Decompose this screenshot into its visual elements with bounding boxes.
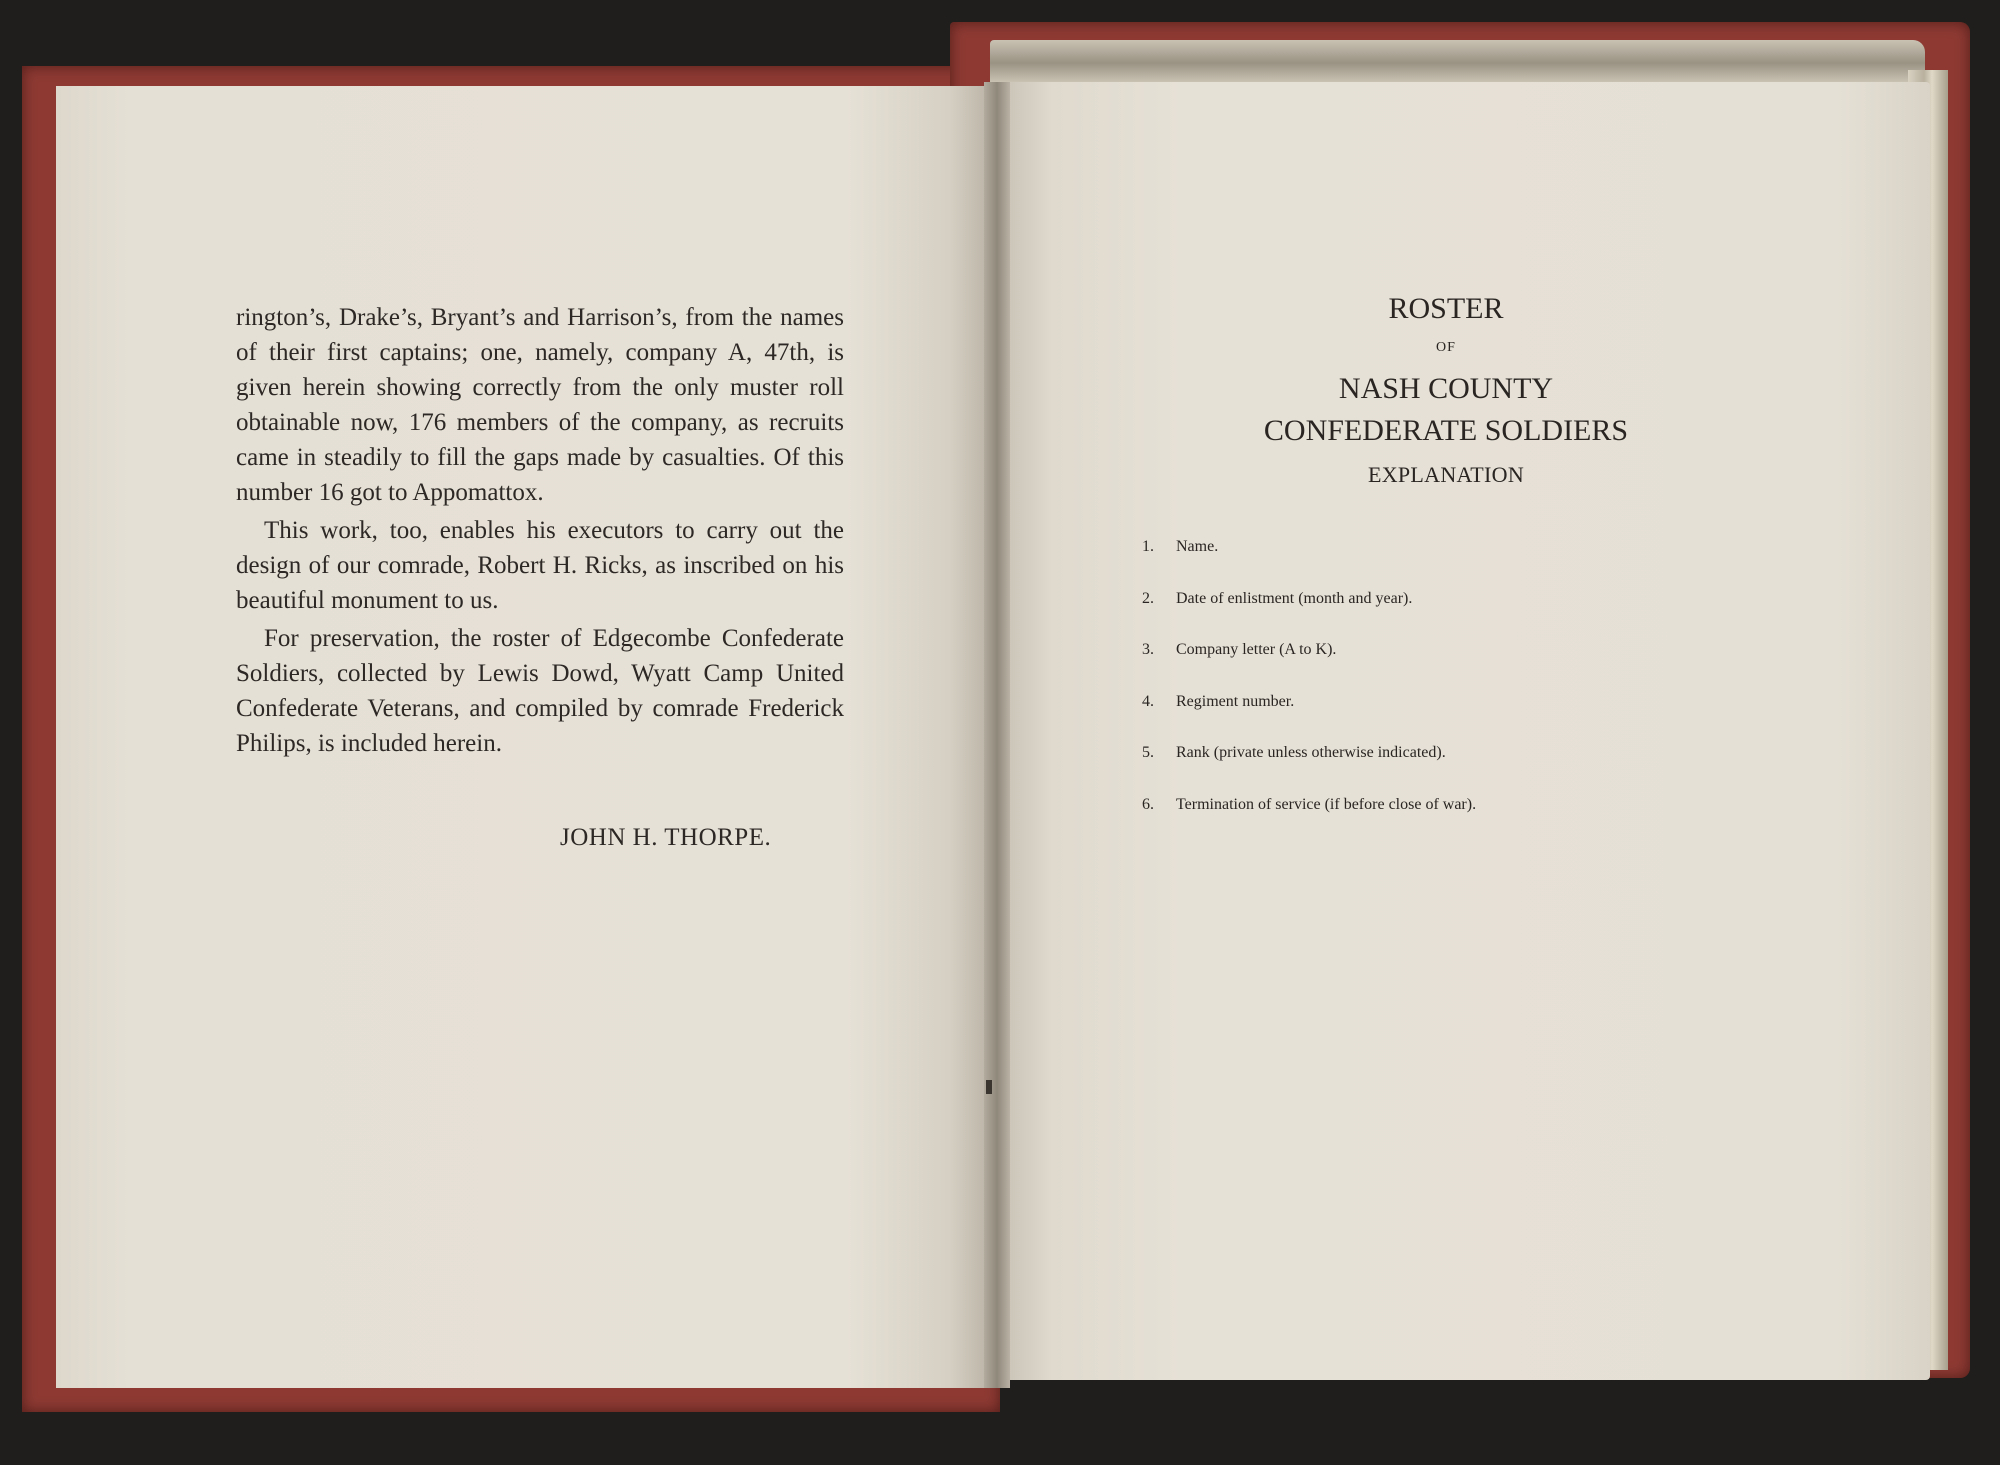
list-item: [1142, 693, 1662, 745]
item-text: Rank (private unless otherwise indicated).: [1176, 744, 1446, 761]
list-item: [1142, 796, 1662, 848]
item-number: 1.: [1142, 538, 1154, 555]
roster-title-block: [1146, 292, 1746, 488]
title-nash-county: NASH COUNTY: [1338, 372, 1554, 405]
item-number: 3.: [1142, 641, 1154, 658]
item-number: 4.: [1142, 692, 1154, 710]
list-item: [1142, 538, 1662, 590]
item-text: Company letter (A to K).: [1176, 641, 1337, 658]
explanation-heading: EXPLANATION: [1367, 462, 1525, 487]
page-block-top-edge: [990, 40, 1925, 86]
signature: JOHN H. THORPE.: [560, 824, 772, 851]
paragraph-1: rington’s, Drake’s, Bryant’s and Harrison’s, from the names of their first captains; one, namely, company A, 47th, is given herein showing correctly from the only muster roll obtainable now, 176 members of the company, as recruits came in steadily to fill the gaps made by casualties. Of this number 16 got to Appomattox.: [236, 304, 844, 506]
list-item: [1142, 744, 1662, 796]
item-text: Name.: [1176, 538, 1219, 555]
title-of: OF: [1436, 340, 1456, 355]
title-roster: ROSTER: [1388, 292, 1504, 325]
paragraph-2: This work, too, enables his executors to carry out the design of our comrade, Robert H. Ricks, as inscribed on his beautiful monument to us.: [236, 517, 844, 614]
paragraph-3: For preservation, the roster of Edgecombe Confederate Soldiers, collected by Lewis Dowd, Wyatt Camp United Confederate Veterans, and compiled by comrade Frederick Philips, is included herein.: [236, 625, 844, 757]
list-item: [1142, 590, 1662, 642]
title-confederate-soldiers: CONFEDERATE SOLDIERS: [1263, 414, 1629, 447]
item-text: Date of enlistment (month and year).: [1176, 589, 1413, 607]
item-text: Termination of service (if before close of war).: [1176, 795, 1477, 813]
list-item: [1142, 641, 1662, 693]
item-number: 5.: [1142, 744, 1154, 761]
explanation-list: [1142, 538, 1662, 847]
book-gutter: [984, 82, 1010, 1388]
item-text: Regiment number.: [1176, 692, 1295, 710]
spine-mark: [986, 1080, 992, 1094]
left-page-text: [236, 300, 844, 764]
item-number: 6.: [1142, 795, 1154, 813]
item-number: 2.: [1142, 589, 1154, 607]
